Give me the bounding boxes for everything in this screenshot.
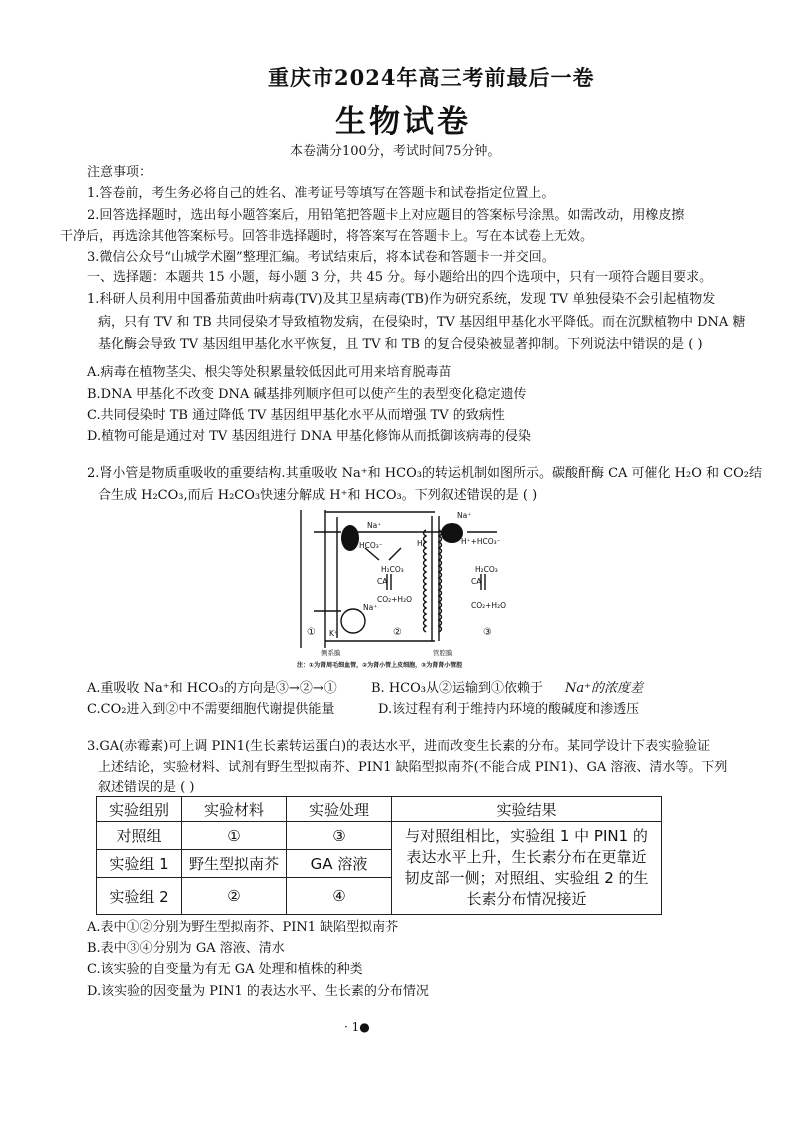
table-cell: ③ — [287, 822, 392, 850]
kidney-transport-diagram — [297, 508, 506, 670]
table-header: 实验处理 — [287, 797, 392, 822]
diagram-label: Na⁺ — [363, 603, 378, 612]
q1-option-c: C.共同侵染时 TB 通过降低 TV 基因组甲基化水平从而增强 TV 的致病性 — [87, 408, 505, 423]
result-line: 韧皮部一侧；对照组、实验组 2 的生 — [404, 869, 649, 887]
table-header: 实验材料 — [182, 797, 287, 822]
q2-option-a: A.重吸收 Na⁺和 HCO₃的方向是③→②→① — [87, 681, 337, 696]
table-result-cell — [392, 822, 662, 915]
q3-stem-line: 3.GA(赤霉素)可上调 PIN1(生长素转运蛋白)的表达水平，进而改变生长素的分布。某同学设计下表实验验证 — [87, 739, 711, 754]
subject-title: 生物试卷 — [335, 104, 471, 140]
diagram-label: H⁺+HCO₃⁻ — [461, 537, 501, 546]
diagram-label: ③ — [483, 627, 492, 638]
diagram-label: K⁺ — [329, 629, 338, 638]
page-number: · 1● — [344, 1020, 370, 1034]
q3-stem-line: 上述结论，实验材料、试剂有野生型拟南芥、PIN1 缺陷型拟南芥(不能合成 PIN1)、GA 溶液、清水等。下列 — [98, 760, 728, 775]
diagram-label: ① — [307, 627, 316, 638]
table-header: 实验结果 — [392, 797, 662, 822]
table-cell: ② — [182, 878, 287, 915]
section-heading: 一、选择题：本题共 15 小题，每小题 3 分，共 45 分。每小题给出的四个选项中，只有一项符合题目要求。 — [87, 270, 713, 285]
result-line: 长素分布情况接近 — [466, 890, 587, 908]
table-cell: 实验组 2 — [97, 878, 182, 915]
q2-option-b: B. HCO₃从②运输到①依赖于 — [371, 681, 543, 696]
q3-stem-line: 叙述错误的是 ( ) — [98, 780, 195, 795]
q2-option-d: D.该过程有利于维持内环境的酸碱度和渗透压 — [378, 702, 640, 717]
diagram-label: CO₂+H₂O — [377, 595, 412, 604]
diagram-label: 侧系膜 — [321, 649, 341, 657]
result-line: 与对照组相比，实验组 1 中 PIN1 的 — [405, 827, 648, 845]
table-cell: ① — [182, 822, 287, 850]
q1-option-a: A.病毒在植物茎尖、根尖等处积累量较低因此可用来培育脱毒苗 — [87, 365, 452, 380]
experiment-table — [96, 796, 662, 915]
q2-option-b-tail: Na⁺的浓度差 — [565, 681, 643, 696]
notice-item: 1.答卷前，考生务必将自己的姓名、准考证号等填写在答题卡和试卷指定位置上。 — [87, 186, 555, 201]
notice-item: 3.微信公众号“山城学术圈”整理汇编。考试结束后，将本试卷和答题卡一并交回。 — [87, 250, 555, 265]
q2-stem-line: 2.肾小管是物质重吸收的重要结构.其重吸收 Na⁺和 HCO₃的转运机制如图所示。碳酸酐酶 CA 可催化 H₂O 和 CO₂结 — [87, 466, 762, 481]
table-header: 实验组别 — [97, 797, 182, 822]
q2-stem-line: 合生成 H₂CO₃,而后 H₂CO₃快速分解成 H⁺和 HCO₃。下列叙述错误的是 ( ) — [98, 488, 538, 503]
exam-info: 本卷满分100分，考试时间75分钟。 — [290, 144, 501, 159]
table-cell: ④ — [287, 878, 392, 915]
diagram-label: H₂CO₃ — [475, 565, 498, 574]
table-header-row — [97, 797, 662, 822]
q1-option-b: B.DNA 甲基化不改变 DNA 碱基排列顺序但可以使产生的表型变化稳定遗传 — [87, 387, 527, 402]
table-cell: 对照组 — [97, 822, 182, 850]
diagram-label: CA — [471, 577, 482, 586]
q3-option-c: C.该实验的自变量为有无 GA 处理和植株的种类 — [87, 962, 363, 977]
q1-option-d: D.植物可能是通过对 TV 基因组进行 DNA 甲基化修饰从而抵御该病毒的侵染 — [87, 429, 531, 444]
table-cell: 实验组 1 — [97, 850, 182, 878]
diagram-label: Na⁺ — [457, 511, 472, 520]
diagram-label: HCO₃⁻ — [359, 541, 383, 550]
diagram-label: CO₂+H₂O — [471, 601, 506, 610]
diagram-note: 注：①为肾周毛细血管，②为肾小管上皮细胞，③为肾肾小管腔 — [297, 662, 463, 669]
q1-stem-line: 病，只有 TV 和 TB 共同侵染才导致植物发病，在侵染时，TV 基因组甲基化水平降低。而在沉默植物中 DNA 糖 — [98, 315, 746, 330]
notice-item: 2.回答选择题时，选出每小题答案后，用铅笔把答题卡上对应题目的答案标号涂黑。如需改动，用橡皮擦 — [87, 208, 685, 223]
diagram-label: 管腔膜 — [433, 649, 453, 657]
table-cell: 野生型拟南芥 — [182, 850, 287, 878]
diagram-label: CA — [377, 577, 388, 586]
notice-item: 干净后，再选涂其他答案标号。回答非选择题时，将答案写在答题卡上。写在本试卷上无效。 — [60, 229, 594, 244]
q1-stem-line: 1.科研人员利用中国番茄黄曲叶病毒(TV)及其卫星病毒(TB)作为研究系统，发现 TV 单独侵染不会引起植物发 — [87, 292, 716, 307]
diagram-label: H⁺ — [417, 539, 427, 548]
q1-stem-line: 基化酶会导致 TV 基因组甲基化水平恢复，且 TV 和 TB 的复合侵染被显著抑制。下列说法中错误的是 ( ) — [98, 337, 703, 352]
q3-option-b: B.表中③④分别为 GA 溶液、清水 — [87, 941, 285, 956]
exam-title: 重庆市2024年高三考前最后一卷 — [268, 65, 595, 90]
q3-option-d: D.该实验的因变量为 PIN1 的表达水平、生长素的分布情况 — [87, 984, 429, 999]
diagram-label: Na⁺ — [367, 521, 382, 530]
q3-option-a: A.表中①②分别为野生型拟南芥、PIN1 缺陷型拟南芥 — [87, 920, 399, 935]
table-row — [97, 822, 662, 850]
q2-option-c: C.CO₂进入到②中不需要细胞代谢提供能量 — [87, 702, 335, 717]
diagram-label: H₂CO₃ — [381, 565, 404, 574]
notice-heading: 注意事项： — [87, 165, 153, 180]
table-cell: GA 溶液 — [287, 850, 392, 878]
diagram-label: ② — [393, 627, 402, 638]
result-line: 表达水平上升，生长素分布在更靠近 — [406, 848, 647, 866]
